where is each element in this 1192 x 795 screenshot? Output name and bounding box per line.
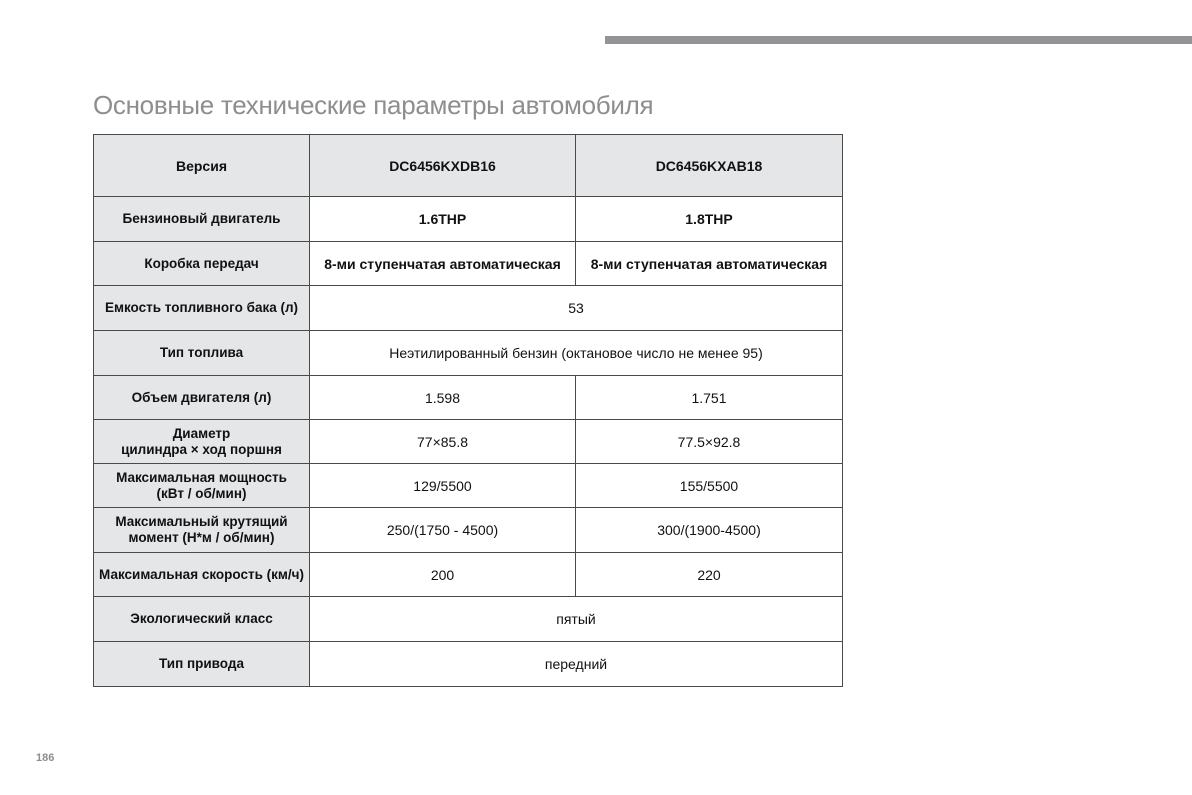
max-speed-value-1: 200 <box>310 553 576 597</box>
table-row <box>94 464 843 508</box>
max-power-label-line2: (кВт / об/мин) <box>156 485 247 501</box>
table-row <box>94 508 843 553</box>
row-label-max-speed: Максимальная скорость (км/ч) <box>94 553 310 597</box>
fuel-tank-value: 53 <box>310 286 843 331</box>
row-label-max-power <box>94 464 310 508</box>
page-title: Основные технические параметры автомобиля <box>93 90 654 120</box>
row-label-bore-stroke <box>94 420 310 464</box>
max-power-value-1: 129/5500 <box>310 464 576 508</box>
table-row <box>94 597 843 642</box>
table-header-row <box>94 135 843 197</box>
row-label-fuel-type: Тип топлива <box>94 331 310 376</box>
table-row <box>94 242 843 286</box>
row-label-drive-type: Тип привода <box>94 642 310 687</box>
row-label-displacement: Объем двигателя (л) <box>94 376 310 420</box>
displacement-value-1: 1.598 <box>310 376 576 420</box>
bore-stroke-value-2: 77.5×92.8 <box>576 420 843 464</box>
row-label-gearbox: Коробка передач <box>94 242 310 286</box>
header-version-label: Версия <box>94 135 310 197</box>
row-label-max-torque <box>94 508 310 553</box>
table-row <box>94 553 843 597</box>
bore-stroke-label-line1: Диаметр <box>172 425 231 441</box>
max-power-label-line1: Максимальная мощность <box>116 469 287 485</box>
row-label-fuel-tank: Емкость топливного бака (л) <box>94 286 310 331</box>
max-torque-value-1: 250/(1750 - 4500) <box>310 508 576 553</box>
drive-type-value: передний <box>310 642 843 687</box>
max-speed-value-2: 220 <box>576 553 843 597</box>
max-torque-label-line2: момент (Н*м / об/мин) <box>128 530 275 545</box>
eco-class-value: пятый <box>310 597 843 642</box>
gearbox-value-1: 8-ми ступенчатая автоматическая <box>310 242 576 286</box>
specifications-table <box>93 134 843 687</box>
fuel-type-value: Неэтилированный бензин (октановое число не менее 95) <box>310 331 843 376</box>
table-row <box>94 420 843 464</box>
header-version-1: DC6456KXDB16 <box>310 135 576 197</box>
max-torque-value-2: 300/(1900-4500) <box>576 508 843 553</box>
header-bar <box>605 36 1192 44</box>
bore-stroke-value-1: 77×85.8 <box>310 420 576 464</box>
max-power-value-2: 155/5500 <box>576 464 843 508</box>
header-version-2: DC6456KXAB18 <box>576 135 843 197</box>
max-torque-label-line1: Максимальный крутящий <box>115 514 288 529</box>
row-label-eco-class: Экологический класс <box>94 597 310 642</box>
bore-stroke-label-line2: цилиндра × ход поршня <box>121 441 282 457</box>
page-number: 186 <box>36 752 55 764</box>
table-row <box>94 642 843 687</box>
table-row <box>94 286 843 331</box>
gearbox-value-2: 8-ми ступенчатая автоматическая <box>576 242 843 286</box>
table-row <box>94 197 843 242</box>
table-row <box>94 376 843 420</box>
displacement-value-2: 1.751 <box>576 376 843 420</box>
engine-value-2: 1.8THP <box>576 197 843 242</box>
engine-value-1: 1.6THP <box>310 197 576 242</box>
table-row <box>94 331 843 376</box>
row-label-engine: Бензиновый двигатель <box>94 197 310 242</box>
